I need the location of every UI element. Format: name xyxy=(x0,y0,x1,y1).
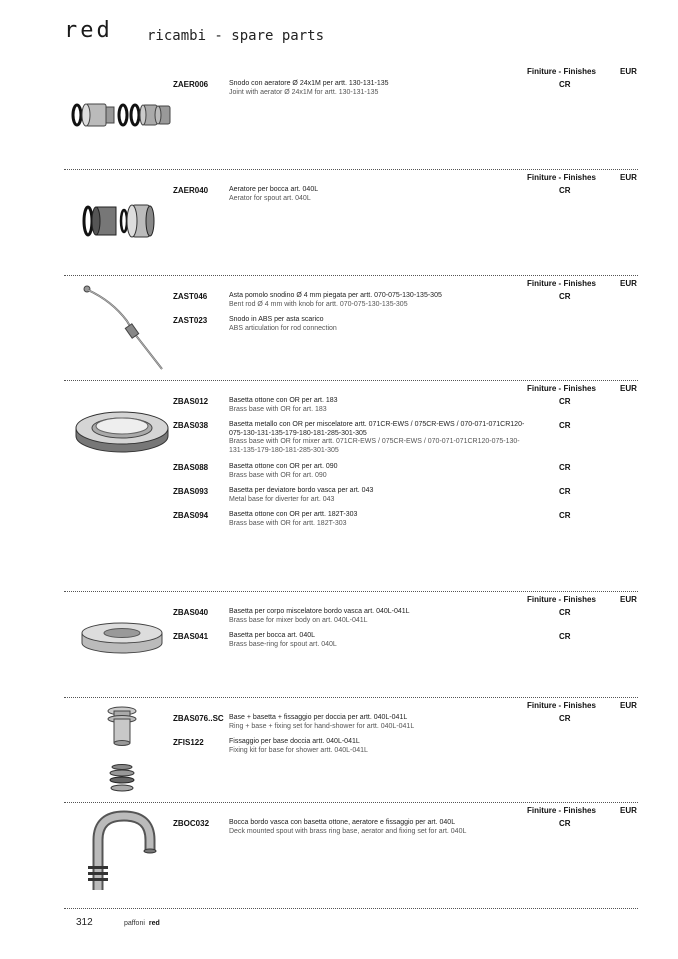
item-finish: CR xyxy=(559,292,571,301)
description-en: Aerator for spout art. 040L xyxy=(229,194,311,202)
item-description xyxy=(229,316,529,333)
description-it: Basetta metallo con OR per miscelatore artt. 071CR-EWS / 075CR-EWS / 070-071-071CR120-075-130-131-135-179-180-181-285-301-305 xyxy=(229,421,525,437)
item-finish: CR xyxy=(559,608,571,617)
description-it: Basetta ottone con OR per art. 183 xyxy=(229,397,338,404)
item-finish: CR xyxy=(559,80,571,89)
description-it: Aeratore per bocca art. 040L xyxy=(229,186,319,193)
description-it: Snodo in ABS per asta scarico xyxy=(229,316,324,323)
currency-header: EUR xyxy=(620,279,637,288)
description-it: Basetta ottone con OR per artt. 182T-303 xyxy=(229,511,358,518)
description-en: Brass base for mixer body on art. 040L-041L xyxy=(229,616,368,624)
item-code: ZAER040 xyxy=(173,186,209,195)
item-finish: CR xyxy=(559,421,571,430)
section-zboc032 xyxy=(64,802,638,902)
item-description xyxy=(229,608,529,625)
item-code: ZAST023 xyxy=(173,316,208,325)
description-it: Basetta per corpo miscelatore bordo vasca art. 040L-041L xyxy=(229,608,410,615)
currency-header: EUR xyxy=(620,384,637,393)
currency-header: EUR xyxy=(620,806,637,815)
description-en: Ring + base + fixing set for hand-shower for artt. 040L-041L xyxy=(229,722,415,730)
item-finish: CR xyxy=(559,487,571,496)
item-code: ZBAS094 xyxy=(173,511,209,520)
item-finish: CR xyxy=(559,463,571,472)
description-en: Brass base with OR for artt. 182T-303 xyxy=(229,519,347,527)
item-code: ZFIS122 xyxy=(173,738,204,747)
item-code: ZBAS076..SC xyxy=(173,714,224,723)
item-code: ZBAS038 xyxy=(173,421,209,430)
currency-header: EUR xyxy=(620,595,637,604)
description-it: Basetta per bocca art. 040L xyxy=(229,632,315,639)
item-description xyxy=(229,632,529,649)
brand-title: red xyxy=(64,18,113,43)
item-finish: CR xyxy=(559,511,571,520)
section-divider xyxy=(64,275,638,276)
item-code: ZBOC032 xyxy=(173,819,210,828)
page-number: 312 xyxy=(76,917,93,928)
currency-header: EUR xyxy=(620,67,637,76)
page-subtitle: ricambi - spare parts xyxy=(147,28,325,44)
aerator-joint-image xyxy=(70,98,178,132)
item-code: ZBAS093 xyxy=(173,487,209,496)
currency-header: EUR xyxy=(620,173,637,182)
section-divider xyxy=(64,697,638,698)
item-finish: CR xyxy=(559,397,571,406)
bent-rod-image xyxy=(82,281,168,371)
item-description xyxy=(229,487,529,504)
currency-header: EUR xyxy=(620,701,637,710)
description-en: Brass base-ring for spout art. 040L xyxy=(229,640,337,648)
finishes-header: Finiture - Finishes xyxy=(527,806,596,815)
description-it: Snodo con aeratore Ø 24x1M per artt. 130-131-135 xyxy=(229,80,389,87)
finishes-header: Finiture - Finishes xyxy=(527,279,596,288)
description-en: Joint with aerator Ø 24x1M for artt. 130-131-135 xyxy=(229,88,379,96)
item-description xyxy=(229,80,529,97)
item-finish: CR xyxy=(559,632,571,641)
finishes-header: Finiture - Finishes xyxy=(527,67,596,76)
section-zaer006 xyxy=(64,64,638,164)
section-zbas040 xyxy=(64,591,638,691)
item-finish: CR xyxy=(559,714,571,723)
section-divider xyxy=(64,802,638,803)
brass-base-image xyxy=(74,408,170,454)
finishes-header: Finiture - Finishes xyxy=(527,701,596,710)
footer-brand-prefix: paffoni xyxy=(124,920,145,927)
item-description xyxy=(229,292,529,309)
description-it: Basetta per deviatore bordo vasca per art. 043 xyxy=(229,487,374,494)
item-description xyxy=(229,511,529,528)
item-description xyxy=(229,819,529,836)
item-code: ZBAS040 xyxy=(173,608,209,617)
section-zbas-bases xyxy=(64,380,638,585)
description-it: Base + basetta + fissaggio per doccia per artt. 040L-041L xyxy=(229,714,408,721)
item-code: ZAST046 xyxy=(173,292,208,301)
item-description xyxy=(229,738,529,755)
base-ring-image xyxy=(80,621,164,655)
item-description xyxy=(229,186,529,203)
item-code: ZBAS088 xyxy=(173,463,209,472)
shower-base-fixing-image xyxy=(100,705,144,793)
description-it: Fissaggio per base doccia artt. 040L-041L xyxy=(229,738,360,745)
item-description xyxy=(229,421,529,455)
section-zaer040 xyxy=(64,169,638,269)
description-en: Brass base with OR for art. 090 xyxy=(229,471,327,479)
item-description xyxy=(229,463,529,480)
description-en: Bent rod Ø 4 mm with knob for artt. 070-075-130-135-305 xyxy=(229,300,408,308)
description-en: Fixing kit for base for shower artt. 040L-041L xyxy=(229,746,368,754)
item-finish: CR xyxy=(559,186,571,195)
description-it: Bocca bordo vasca con basetta ottone, aeratore e fissaggio per art. 040L xyxy=(229,819,456,826)
deck-spout-image xyxy=(84,810,162,892)
finishes-header: Finiture - Finishes xyxy=(527,595,596,604)
finishes-header: Finiture - Finishes xyxy=(527,173,596,182)
section-divider xyxy=(64,380,638,381)
item-code: ZAER006 xyxy=(173,80,209,89)
item-finish: CR xyxy=(559,819,571,828)
item-code: ZBAS041 xyxy=(173,632,209,641)
section-zast xyxy=(64,275,638,375)
section-divider xyxy=(64,591,638,592)
footer-brand-name: red xyxy=(148,920,160,927)
description-en: Metal base for diverter for art. 043 xyxy=(229,495,335,503)
section-zbas076 xyxy=(64,697,638,797)
item-description xyxy=(229,714,529,731)
item-code: ZBAS012 xyxy=(173,397,209,406)
aerator-image xyxy=(82,199,162,243)
description-en: Deck mounted spout with brass ring base, aerator and fixing set for art. 040L xyxy=(229,827,467,835)
description-it: Basetta ottone con OR per art. 090 xyxy=(229,463,338,470)
description-en: ABS articulation for rod connection xyxy=(229,324,337,332)
description-en: Brass base with OR for mixer artt. 071CR-EWS / 075CR-EWS / 070-071-071CR120-075-130-131-135-179-180-181-285-301-305 xyxy=(229,438,520,454)
description-it: Asta pomolo snodino Ø 4 mm piegata per artt. 070-075-130-135-305 xyxy=(229,292,442,299)
footer-brand xyxy=(124,920,160,927)
item-description xyxy=(229,397,529,414)
footer-divider xyxy=(64,908,638,909)
description-en: Brass base with OR for art. 183 xyxy=(229,405,327,413)
section-divider xyxy=(64,169,638,170)
finishes-header: Finiture - Finishes xyxy=(527,384,596,393)
